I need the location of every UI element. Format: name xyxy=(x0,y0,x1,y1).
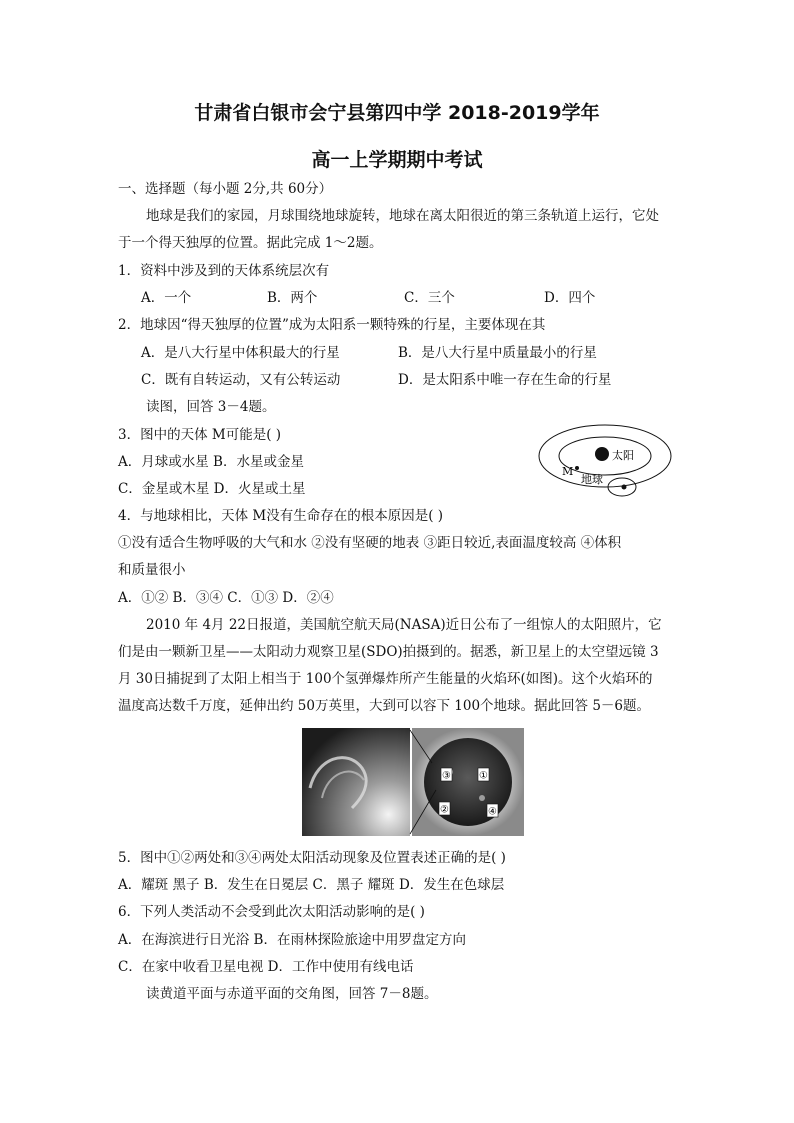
q4-options-line2: 和质量很小 xyxy=(118,562,186,578)
passage1-line1: 地球是我们的家园，月球围绕地球旋转，地球在离太阳很近的第三条轨道上运行，它处 xyxy=(146,208,659,224)
q5-choices: A．耀斑 黑子 B．发生在日冕层 C．黑子 耀斑 D．发生在色球层 xyxy=(118,877,505,893)
q1-option-b: B．两个 xyxy=(267,290,318,306)
q2-option-a: A．是八大行星中体积最大的行星 xyxy=(141,345,340,361)
q3-options-cd: C．金星或木星 D．火星或土星 xyxy=(118,481,306,497)
read-figure-78: 读黄道平面与赤道平面的交角图，回答 7－8题。 xyxy=(146,986,438,1002)
sun-photo xyxy=(302,728,524,836)
marker-3: ③ xyxy=(442,770,451,782)
q1-stem: 1．资料中涉及到的天体系统层次有 xyxy=(118,263,330,279)
passage2-line3: 月 30日捕捉到了太阳上相当于 100个氢弹爆炸所产生能量的火焰环(如图)。这个火焰环的 xyxy=(118,671,653,687)
passage2-line1: 2010 年 4月 22日报道，美国航空航天局(NASA)近日公布了一组惊人的太阳照片，它 xyxy=(146,617,662,633)
earth-icon xyxy=(622,485,627,490)
section-heading: 一、选择题（每小题 2分,共 60分） xyxy=(118,181,333,197)
q4-stem: 4．与地球相比，天体 M没有生命存在的根本原因是( ) xyxy=(118,508,444,524)
q5-stem: 5．图中①②两处和③④两处太阳活动现象及位置表述正确的是( ) xyxy=(118,850,506,866)
q2-option-b: B．是八大行星中质量最小的行星 xyxy=(398,345,597,361)
passage2-line2: 们是由一颗新卫星——太阳动力观察卫星(SDO)拍摄到的。据悉，新卫星上的太空望远镜 3 xyxy=(118,644,659,660)
passage1-line2: 于一个得天独厚的位置。据此完成 1～2题。 xyxy=(118,235,383,251)
marker-2: ② xyxy=(440,804,449,816)
q4-options-line1: ①没有适合生物呼吸的大气和水 ②没有坚硬的地表 ③距日较近,表面温度较高 ④体积 xyxy=(118,535,622,551)
q1-option-d: D．四个 xyxy=(544,290,596,306)
sun-icon xyxy=(595,447,609,461)
flare-closeup xyxy=(302,728,410,836)
q3-stem: 3．图中的天体 M可能是( ) xyxy=(118,427,282,443)
sun-disk xyxy=(424,738,512,826)
q2-option-c: C．既有自转运动，又有公转运动 xyxy=(141,372,341,388)
q3-options-ab: A．月球或水星 B．水星或金星 xyxy=(118,454,304,470)
q2-stem: 2．地球因“得天独厚的位置”成为太阳系一颗特殊的行星，主要体现在其 xyxy=(118,317,546,333)
planet-m-icon xyxy=(575,466,579,470)
passage2-line4: 温度高达数千万度，延伸出约 50万英里，大到可以容下 100个地球。据此回答 5－6题。 xyxy=(118,698,650,714)
marker-1: ① xyxy=(479,770,488,782)
orbit-diagram xyxy=(535,420,675,502)
q1-option-c: C．三个 xyxy=(404,290,455,306)
page-subtitle: 高一上学期期中考试 xyxy=(311,149,483,171)
sun-label: 太阳 xyxy=(612,449,634,462)
q6-options-ab: A．在海滨进行日光浴 B．在雨林探险旅途中用罗盘定方向 xyxy=(118,932,466,948)
q2-option-d: D．是太阳系中唯一存在生命的行星 xyxy=(398,372,612,388)
q4-choices: A．①② B．③④ C．①③ D．②④ xyxy=(118,590,334,606)
q1-option-a: A．一个 xyxy=(141,290,192,306)
read-figure-34: 读图，回答 3－4题。 xyxy=(146,399,276,415)
page-title: 甘肃省白银市会宁县第四中学 2018-2019学年 xyxy=(194,102,600,124)
q6-stem: 6．下列人类活动不会受到此次太阳活动影响的是( ) xyxy=(118,904,425,920)
m-label: M xyxy=(562,465,574,478)
earth-label: 地球 xyxy=(581,473,603,486)
marker-4: ④ xyxy=(488,806,497,818)
q6-options-cd: C．在家中收看卫星电视 D．工作中使用有线电话 xyxy=(118,959,414,975)
